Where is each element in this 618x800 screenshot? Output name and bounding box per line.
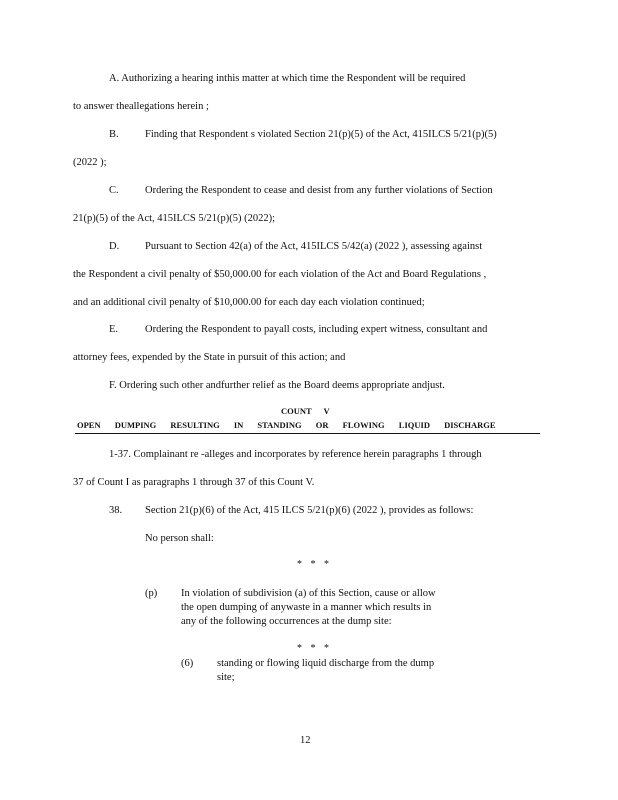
- paragraph-38-line1: Section 21(p)(6) of the Act, 415 ILCS 5/21(p)(6) (2022 ), provides as follows:: [145, 505, 474, 516]
- paragraph-e-label: E.: [109, 324, 119, 335]
- subsection-p-line1: In violation of subdivision (a) of this Section, cause or allow: [181, 588, 436, 599]
- item-6-line2: site;: [217, 672, 235, 683]
- paragraph-f-line1: F. Ordering such other andfurther relief as the Board deems appropriate andjust.: [109, 380, 445, 391]
- paragraph-1-37-line2: 37 of Count I as paragraphs 1 through 37 of this Count V.: [73, 477, 315, 488]
- paragraph-b-line1: Finding that Respondent s violated Section 21(p)(5) of the Act, 415ILCS 5/21(p)(5): [145, 129, 497, 140]
- paragraph-b-label: B.: [109, 129, 119, 140]
- paragraph-a-line1: A. Authorizing a hearing inthis matter at which time the Respondent will be required: [109, 73, 466, 84]
- paragraph-1-37-line1: 1-37. Complainant re -alleges and incorporates by reference herein paragraphs 1 through: [109, 449, 482, 460]
- count-heading-number: COUNT V: [281, 406, 330, 416]
- paragraph-b-line2: (2022 );: [73, 157, 107, 168]
- paragraph-a-line2: to answer theallegations herein ;: [73, 101, 209, 112]
- paragraph-e-line2: attorney fees, expended by the State in pursuit of this action; and: [73, 352, 346, 363]
- paragraph-38-label: 38.: [109, 505, 123, 516]
- paragraph-e-line1: Ordering the Respondent to payall costs, including expert witness, consultant and: [145, 324, 488, 335]
- page-number: 12: [300, 735, 311, 746]
- paragraph-c-line1: Ordering the Respondent to cease and desist from any further violations of Section: [145, 185, 493, 196]
- paragraph-d-line1: Pursuant to Section 42(a) of the Act, 415ILCS 5/42(a) (2022 ), assessing against: [145, 241, 483, 252]
- count-heading-title: OPEN DUMPING RESULTING IN STANDING OR FLOWING LIQUID DISCHARGE: [77, 420, 496, 430]
- ellipsis-stars-1: * * *: [297, 559, 332, 570]
- item-6-line1: standing or flowing liquid discharge from the dump: [217, 658, 435, 669]
- paragraph-d-line2: the Respondent a civil penalty of $50,000.00 for each violation of the Act and Board Regulations ,: [73, 269, 487, 280]
- count-heading-underline: [75, 433, 540, 434]
- no-person-shall: No person shall:: [145, 533, 214, 544]
- subsection-p-label: (p): [145, 588, 158, 599]
- subsection-p-line2: the open dumping of anywaste in a manner which results in: [181, 602, 432, 613]
- paragraph-d-label: D.: [109, 241, 120, 252]
- paragraph-d-line3: and an additional civil penalty of $10,000.00 for each day each violation continued;: [73, 297, 425, 308]
- ellipsis-stars-2: * * *: [297, 643, 332, 654]
- paragraph-c-label: C.: [109, 185, 119, 196]
- item-6-label: (6): [181, 658, 194, 669]
- subsection-p-line3: any of the following occurrences at the dump site:: [181, 616, 392, 627]
- paragraph-c-line2: 21(p)(5) of the Act, 415ILCS 5/21(p)(5) (2022);: [73, 213, 276, 224]
